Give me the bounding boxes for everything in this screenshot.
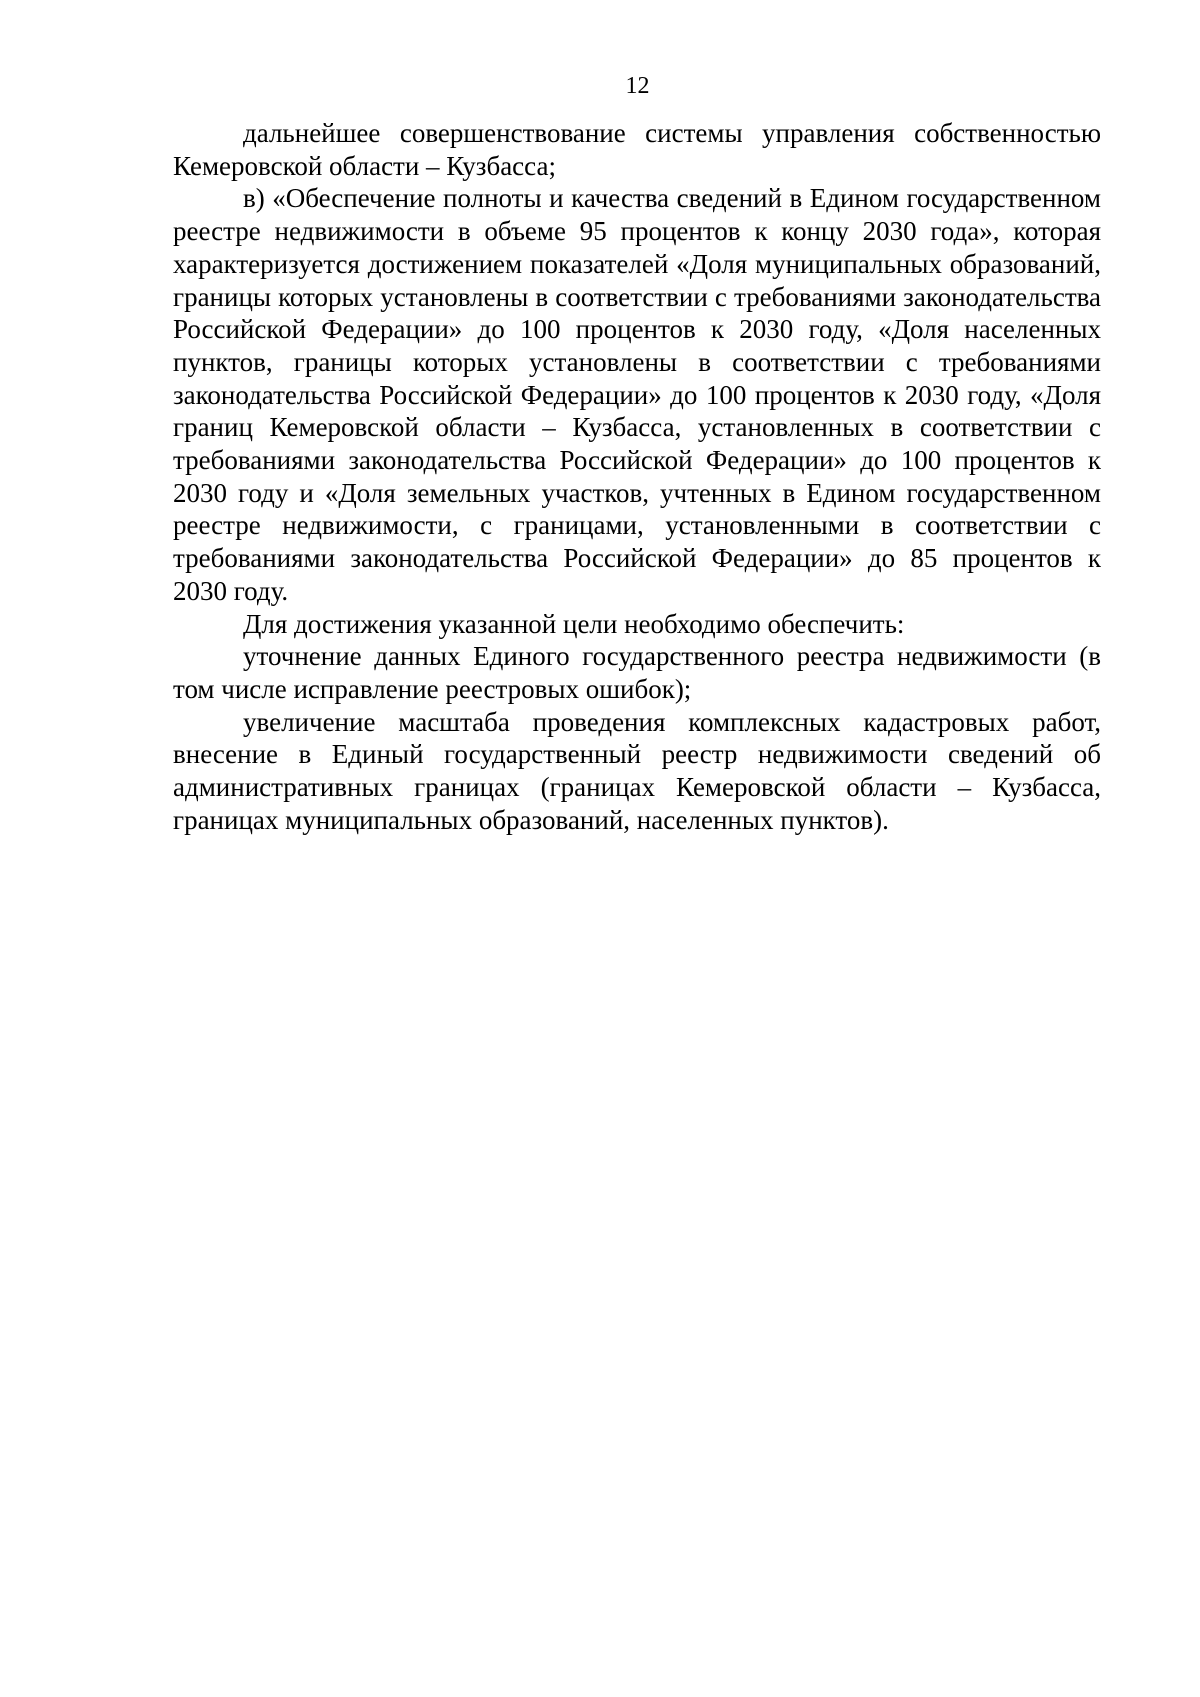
paragraph-cadastral-works-expansion: увеличение масштаба проведения комплексных кадастровых работ, внесение в Единый государственный реестр недвижимости сведений об административных границах (границах Кемеровской области – Кузбасса, границах муниципальных образований, населенных пунктов). xyxy=(173,706,1101,835)
paragraph-goal-v-cadastre-completeness: в) «Обеспечение полноты и качества сведений в Едином государственном реестре недвижимости в объеме 95 процентов к концу 2030 года», которая характеризуется достижением показателей «Доля муниципальных образований, границы которых установлены в соответствии с требованиями законодательства Российской Федерации» до 100 процентов к 2030 году, «Доля населенных пунктов, границы которых установлены в соответствии с требованиями законодательства Российской Федерации» до 100 процентов к 2030 году, «Доля границ Кемеровской области – Кузбасса, установленных в соответствии с требованиями законодательства Российской Федерации» до 100 процентов к 2030 году и «Доля земельных участков, учтенных в Едином государственном реестре недвижимости, с границами, установленными в соответствии с требованиями законодательства Российской Федерации» до 85 процентов к 2030 году. xyxy=(173,183,1101,606)
paragraph-registry-data-refinement: уточнение данных Единого государственного реестра недвижимости (в том числе исправление реестровых ошибок); xyxy=(173,641,1101,704)
document-body xyxy=(173,117,1101,836)
paragraph-goal-requirements-intro: Для достижения указанной цели необходимо обеспечить: xyxy=(243,608,905,639)
paragraph-property-management: дальнейшее совершенствование системы управления собственностью Кемеровской области – Кузбасса; xyxy=(173,118,1101,181)
page-number: 12 xyxy=(625,73,650,99)
